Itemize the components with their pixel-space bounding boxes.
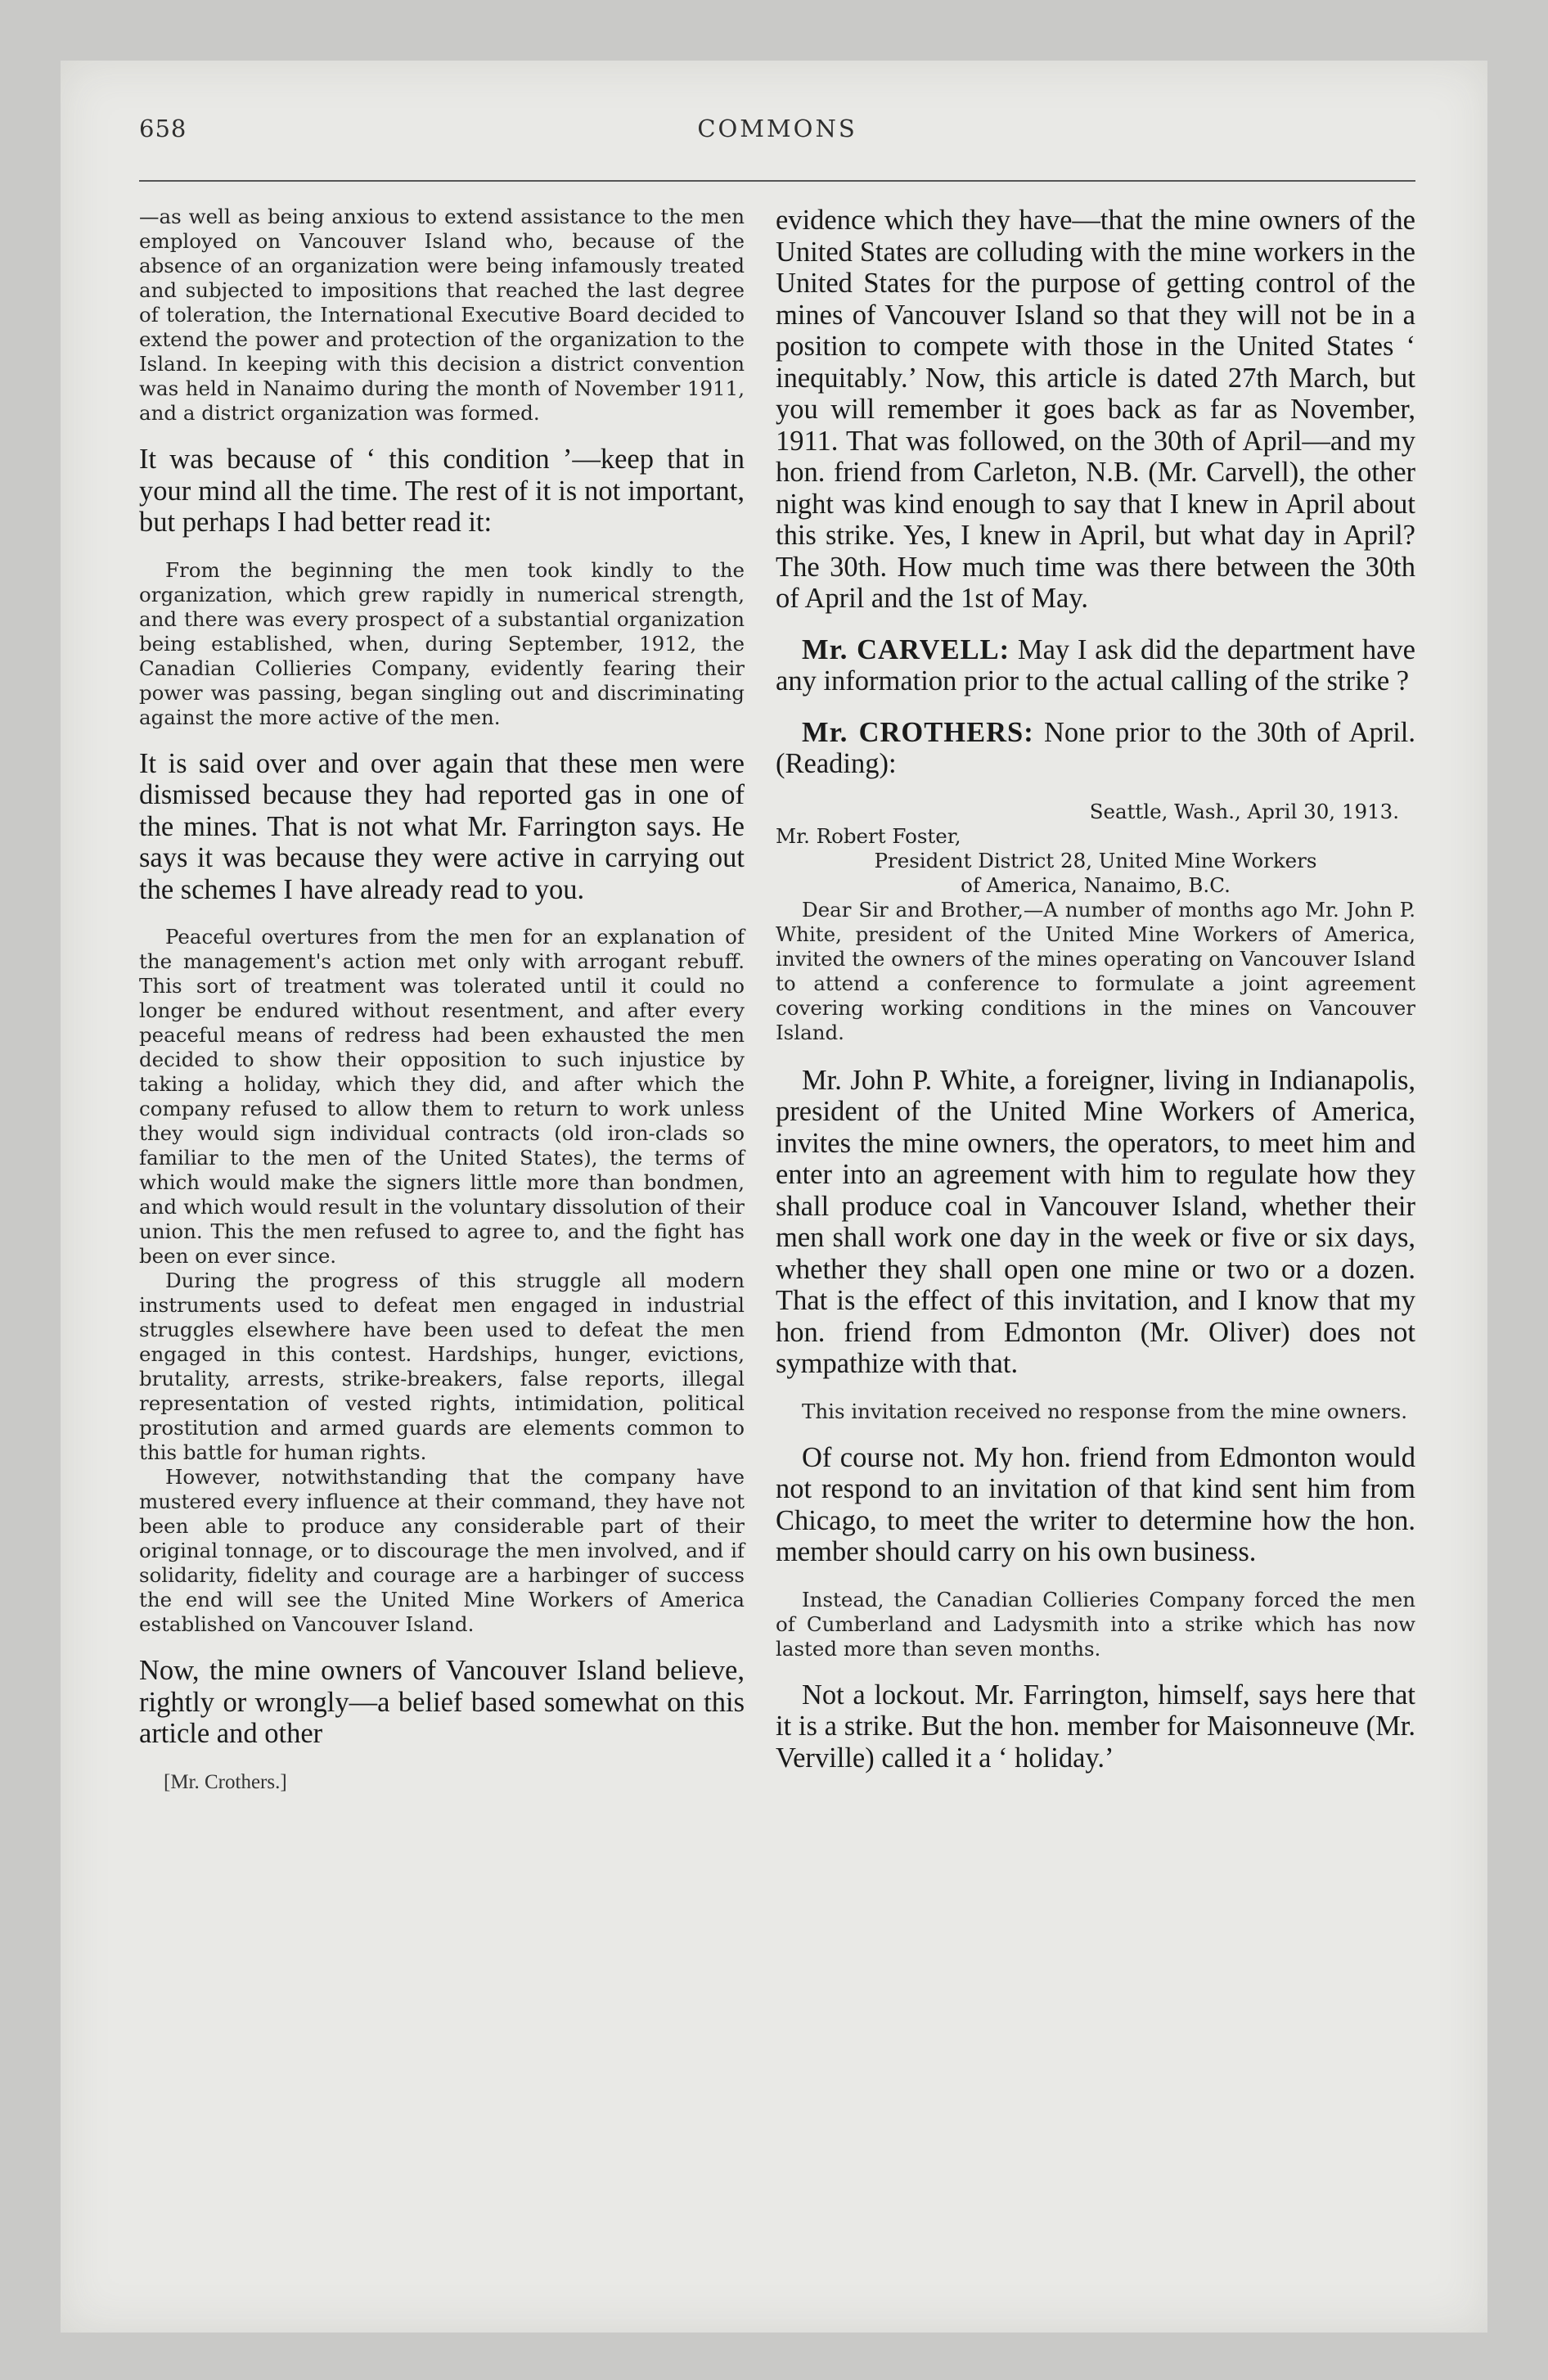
speech-paragraph: It is said over and over again that these men were dismissed because they had reported gas in one of the mines. That is not what Mr. Farrington says. He says it was because they were active in carrying out the schemes I have already read to you. xyxy=(139,747,745,905)
speech-paragraph: evidence which they have—that the mine owners of the United States are colluding with the mine workers in the United States for the purpose of getting control of the mines of Vancouver Island so that they will not be in a position to compete with those in the United States ‘ inequitably.’ Now, this article is dated 27th March, but you will remember it goes back as far as November, 1911. That was followed, on the 30th of April—and my hon. friend from Carleton, N.B. (Mr. Carvell), the other night was kind enough to say that I knew in April about this strike. Yes, I knew in April, but what day in April? The 30th. How much time was there between the 30th of April and the 1st of May. xyxy=(776,205,1415,614)
quoted-paragraph: During the progress of this struggle all modern instruments used to defeat men engaged in industrial struggles elsewhere have been used to defeat the men engaged in this contest. Hardships, hunger, evictions, brutality, arrests, strike-breakers, false reports, illegal representation of vested rights, intimidation, political prostitution and armed guards are elements common to this battle for human rights. xyxy=(139,1269,745,1464)
left-column xyxy=(139,205,745,1794)
speech-paragraph: Of course not. My hon. friend from Edmonton would not respond to an invitation of that kind sent him from Chicago, to meet the writer to determine how the hon. member should carry on his own business. xyxy=(776,1441,1415,1567)
quoted-paragraph: However, notwithstanding that the company have mustered every influence at their command, they have not been able to produce any considerable part of their original tonnage, or to discourage the men involved, and if solidarity, fidelity and courage are a harbinger of success the end will see the United Mine Workers of America established on Vancouver Island. xyxy=(139,1465,745,1636)
page-number: 658 xyxy=(139,115,187,142)
letter-date: Seattle, Wash., April 30, 1913. xyxy=(1089,799,1399,823)
letter-recipient-title: President District 28, United Mine Workers xyxy=(874,848,1317,872)
quoted-paragraph: This invitation received no response from the mine owners. xyxy=(802,1399,1407,1423)
speech-paragraph: Now, the mine owners of Vancouver Island believe, rightly or wrongly—a belief based somewhat on this article and other xyxy=(139,1655,745,1749)
letter-recipient: Mr. Robert Foster, xyxy=(776,823,961,848)
right-column xyxy=(776,205,1415,1793)
speech-text: None prior to the 30th of April. (Reading): xyxy=(776,716,1415,779)
header-rule xyxy=(139,180,1415,182)
speaker-name: Mr. CARVELL: xyxy=(802,633,1010,665)
quoted-paragraph: From the beginning the men took kindly to the organization, which grew rapidly in numerical strength, and there was every prospect of a substantial organization being established, when, during September, 1912, the Canadian Collieries Company, evidently fearing their power was passing, began singling out and discriminating against the more active of the men. xyxy=(139,557,745,729)
quoted-paragraph: Peaceful overtures from the men for an explanation of the management's action met only with arrogant rebuff. This sort of treatment was tolerated until it could no longer be endured without resentment, and after every peaceful means of redress had been exhausted the men decided to show their opposition to such injustice by taking a holiday, which they did, and after which the company refused to allow them to return to work unless they would sign individual contracts (old iron-clads so familiar to the men of the United States), the terms of which would make the signers little more than bondmen, and which would result in the voluntary dissolution of their union. This the men refused to agree to, and the fight has been on ever since. xyxy=(139,925,745,1268)
document-page xyxy=(61,61,1487,2333)
letter-recipient-place: of America, Nanaimo, B.C. xyxy=(961,872,1231,897)
speech-paragraph xyxy=(776,634,1415,697)
speech-paragraph: It was because of ‘ this condition ’—keep that in your mind all the time. The rest of it is not important, but perhaps I had better read it: xyxy=(139,444,745,538)
speech-text: May I ask did the department have any information prior to the actual calling of the strike ? xyxy=(776,633,1415,696)
speaker-footer: [Mr. Crothers.] xyxy=(164,1770,287,1793)
speech-paragraph: Mr. John P. White, a foreigner, living in Indianapolis, president of the United Mine Workers of America, invites the mine owners, the operators, to meet him and enter into an agreement with him to regulate how they shall produce coal in Vancouver Island, whether their men shall work one day in the week or five or six days, whether they shall open one mine or two or a dozen. That is the effect of this invitation, and I know that my hon. friend from Edmonton (Mr. Oliver) does not sympathize with that. xyxy=(776,1064,1415,1379)
speech-paragraph: Not a lockout. Mr. Farrington, himself, says here that it is a strike. But the hon. member for Maisonneuve (Mr. Verville) called it a ‘ holiday.’ xyxy=(776,1679,1415,1774)
quoted-paragraph: Instead, the Canadian Collieries Company forced the men of Cumberland and Ladysmith into a strike which has now lasted more than seven months. xyxy=(776,1587,1415,1661)
running-head: COMMONS xyxy=(697,115,857,142)
page-header xyxy=(139,115,1415,159)
quoted-letter xyxy=(776,800,1415,1045)
speaker-name: Mr. CROTHERS: xyxy=(802,716,1034,748)
speech-paragraph xyxy=(776,717,1415,780)
letter-body: Dear Sir and Brother,—A number of months ago Mr. John P. White, president of the United Mine Workers of America, invited the owners of the mines operating on Vancouver Island to attend a conference to formulate a joint agreement covering working conditions in the mines on Vancouver Island. xyxy=(776,897,1415,1044)
quoted-paragraph: —as well as being anxious to extend assistance to the men employed on Vancouver Island who, because of the absence of an organization were being infamously treated and subjected to impositions that reached the last degree of toleration, the International Executive Board decided to extend the power and protection of the organization to the Island. In keeping with this decision a district convention was held in Nanaimo during the month of November 1911, and a district organization was formed. xyxy=(139,205,745,425)
